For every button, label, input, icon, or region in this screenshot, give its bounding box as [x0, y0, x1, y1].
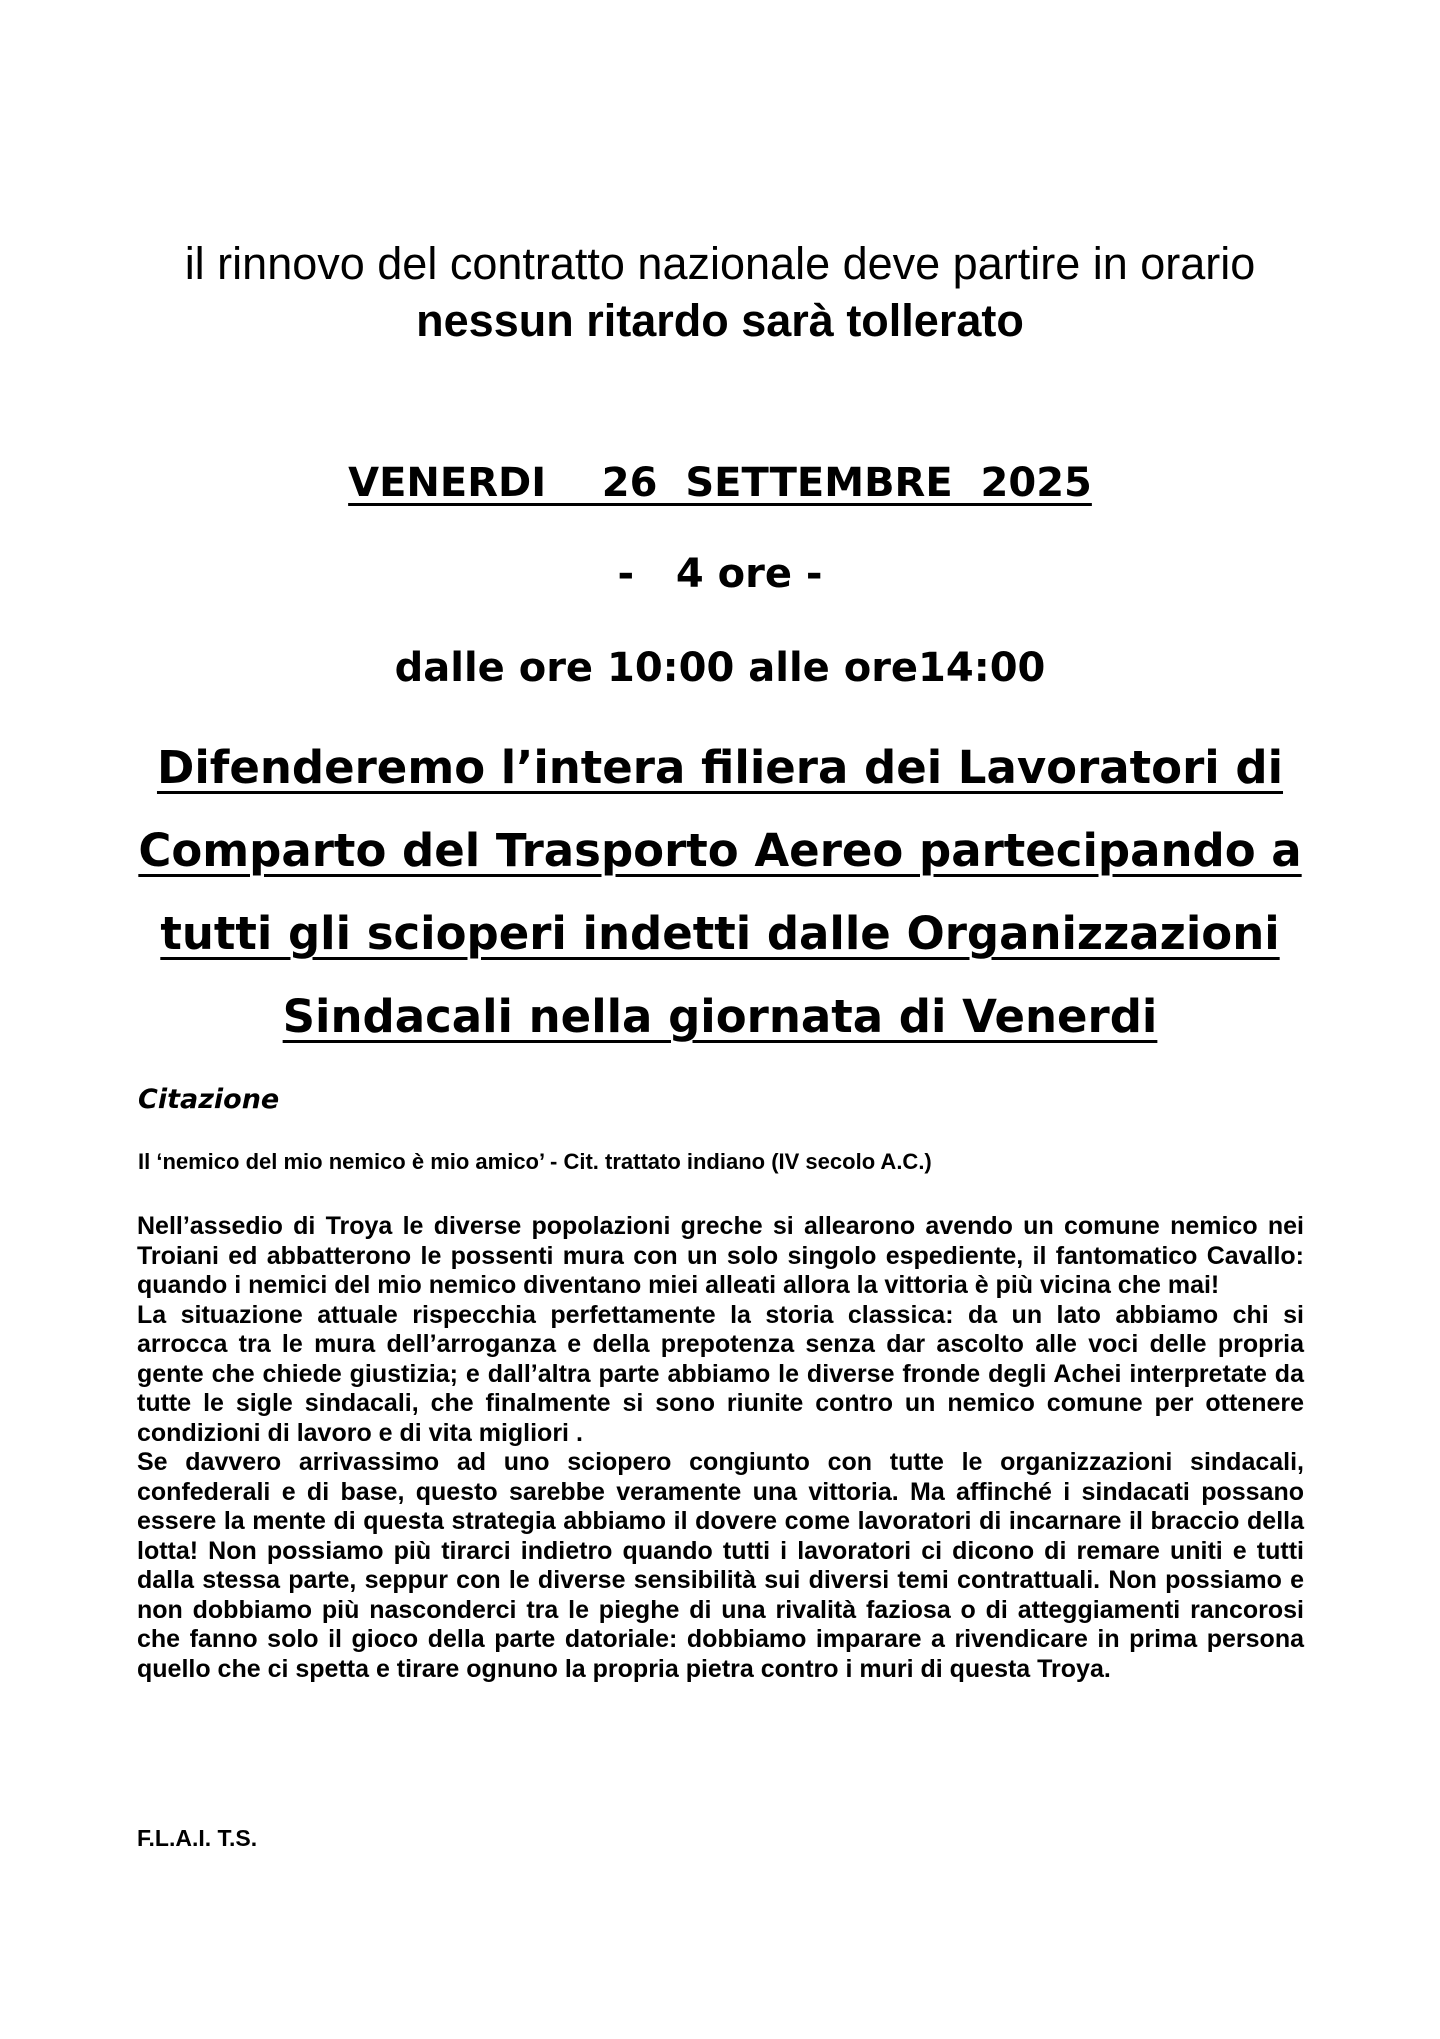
strike-duration: - 4 ore - — [617, 551, 823, 597]
strike-hours: dalle ore 10:00 alle ore14:00 — [394, 645, 1046, 691]
strike-date: VENERDI 26 SETTEMBRE 2025 — [348, 460, 1092, 506]
headline-line: Comparto del Trasporto Aereo partecipando a — [138, 824, 1302, 877]
citation-quote: Il ‘nemico del mio nemico è mio amico’ - Cit. trattato indiano (IV secolo A.C.) — [138, 1149, 932, 1174]
citation-label: Citazione — [138, 1084, 280, 1115]
body-paragraph: Se davvero arrivassimo ad uno sciopero congiunto con tutte le organizzazioni sindacali, confederali e di base, questo sarebbe veramente una vittoria. Ma affinché i sindacati possano essere la mente di questa strategia abbiamo il dovere come lavoratori di incarnare il braccio della lotta! Non possiamo più tirarci indietro quando tutti i lavoratori ci dicono di remare uniti e tutti dalla stessa parte, seppur con le diverse sensibilità sui diversi temi contrattuali. Non possiamo e non dobbiamo più nasconderci tra le pieghe di una rivalità faziosa o di atteggiamenti rancorosi che fanno solo il gioco della parte datoriale: dobbiamo imparare a rivendicare in prima persona quello che ci spetta e tirare ognuno la propria pietra contro i muri di questa Troya. — [137, 1448, 1304, 1683]
headline-line: Sindacali nella giornata di Venerdi — [282, 990, 1158, 1043]
headline-line: Difenderemo l’intera filiera dei Lavoratori di — [156, 741, 1284, 794]
headline — [0, 726, 1440, 1058]
signature: F.L.A.I. T.S. — [137, 1825, 258, 1851]
body-text — [137, 1212, 1304, 1684]
body-paragraph: La situazione attuale rispecchia perfettamente la storia classica: da un lato abbiamo chi si arrocca tra le mura dell’arroganza e della prepotenza senza dar ascolto alle voci delle propria gente che chiede giustizia; e dall’altra parte abbiamo le diverse fronde degli Achei interpretate da tutte le sigle sindacali, che finalmente si sono riunite contro un nemico comune per ottenere condizioni di lavoro e di vita migliori . — [137, 1300, 1304, 1447]
body-paragraph: Nell’assedio di Troya le diverse popolazioni greche si allearono avendo un comune nemico nei Troiani ed abbatterono le possenti mura con un solo singolo espediente, il fantomatico Cavallo: quando i nemici del mio nemico diventano miei alleati allora la vittoria è più vicina che mai! — [137, 1212, 1304, 1299]
intro-line: il rinnovo del contratto nazionale deve partire in orario — [184, 238, 1256, 289]
intro-bold-line: nessun ritardo sarà tollerato — [416, 295, 1024, 346]
headline-line: tutti gli scioperi indetti dalle Organizzazioni — [160, 907, 1280, 960]
